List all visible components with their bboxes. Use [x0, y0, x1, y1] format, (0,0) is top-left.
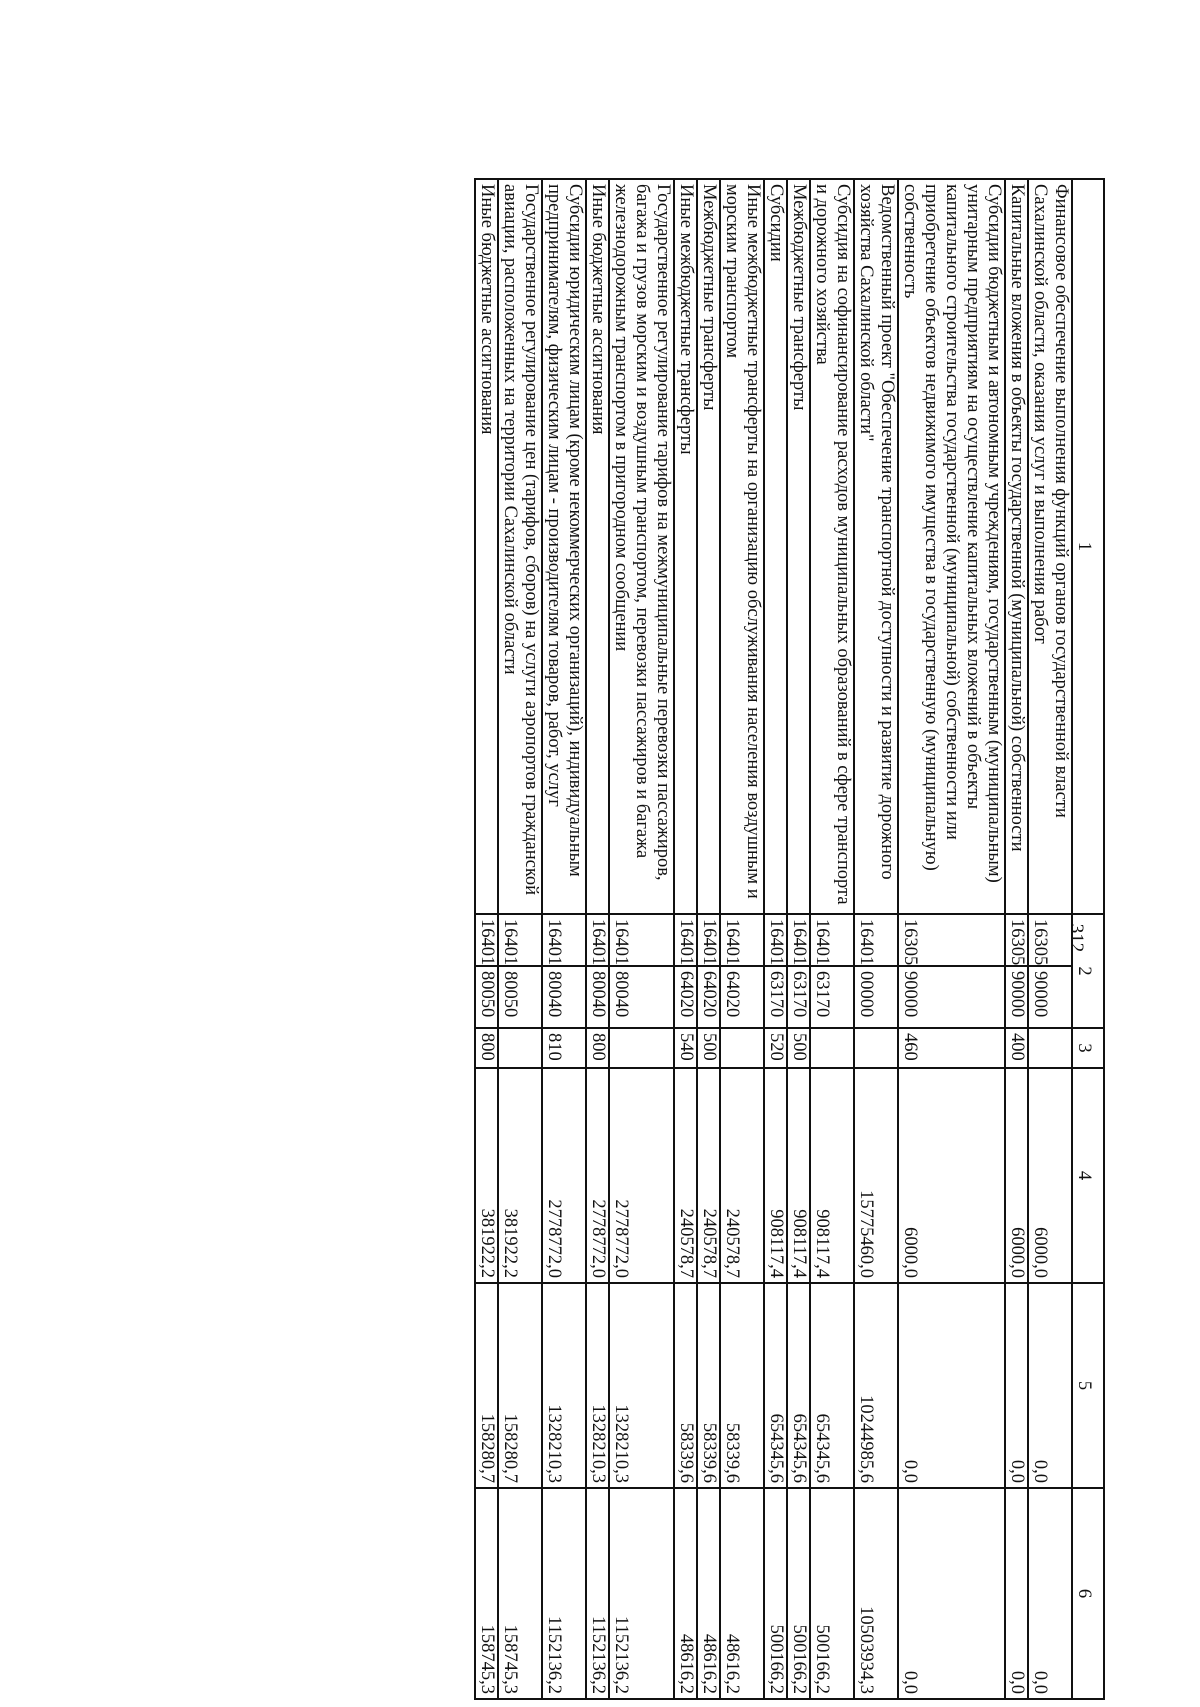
row-value-col4: 240578,7 — [697, 1068, 720, 1283]
row-value-col5: 58339,6 — [720, 1283, 764, 1488]
row-code-expense-type — [720, 1028, 764, 1068]
row-code-expense-type: 800 — [586, 1028, 609, 1068]
row-code-expense-type — [498, 1028, 542, 1068]
row-name: Межбюджетные трансферты — [697, 179, 720, 914]
row-code-expense-type: 800 — [475, 1028, 498, 1068]
row-value-col5: 1328210,3 — [542, 1283, 586, 1488]
row-code-expense-type — [810, 1028, 854, 1068]
table-row — [697, 179, 720, 1699]
row-value-col6: 48616,2 — [697, 1488, 720, 1699]
row-name: Государственное регулирование тарифов на межмуниципальные перевозки пассажиров, багажа и грузов морским и воздушным транспортом, перевозки пассажиров и багажа железнодорожным транспортом в пригородном сообщении — [609, 179, 674, 914]
row-code-direction: 80040 — [586, 966, 609, 1028]
row-value-col4: 2778772,0 — [586, 1068, 609, 1283]
row-value-col4: 908117,4 — [764, 1068, 787, 1283]
table-header — [1072, 179, 1104, 1699]
row-name: Капитальные вложения в объекты государственной (муниципальной) собственности — [1005, 179, 1028, 914]
row-code-expense-type: 540 — [674, 1028, 697, 1068]
row-code-expense-type — [854, 1028, 898, 1068]
row-value-col5: 0,0 — [1005, 1283, 1028, 1488]
row-value-col5: 158280,7 — [475, 1283, 498, 1488]
table-row — [810, 179, 854, 1699]
row-code-direction: 64020 — [697, 966, 720, 1028]
row-code-direction: 90000 — [1005, 966, 1028, 1028]
row-value-col4: 15775460,0 — [854, 1068, 898, 1283]
row-value-col6: 0,0 — [898, 1488, 1005, 1699]
row-name: Субсидии — [764, 179, 787, 914]
row-value-col5: 158280,7 — [498, 1283, 542, 1488]
row-value-col6: 500166,2 — [764, 1488, 787, 1699]
table-row — [609, 179, 674, 1699]
row-code-program: 16305 — [1005, 914, 1028, 966]
row-value-col4: 6000,0 — [898, 1068, 1005, 1283]
table-row — [1028, 179, 1072, 1699]
row-value-col6: 500166,2 — [787, 1488, 810, 1699]
row-name: Иные бюджетные ассигнования — [586, 179, 609, 914]
row-value-col6: 158745,3 — [475, 1488, 498, 1699]
row-value-col4: 381922,2 — [475, 1068, 498, 1283]
row-value-col5: 654345,6 — [787, 1283, 810, 1488]
row-code-direction: 64020 — [720, 966, 764, 1028]
row-code-direction: 63170 — [810, 966, 854, 1028]
row-code-expense-type: 810 — [542, 1028, 586, 1068]
row-value-col6: 1152136,2 — [609, 1488, 674, 1699]
row-value-col6: 48616,2 — [674, 1488, 697, 1699]
row-code-program: 16401 — [674, 914, 697, 966]
table-row — [764, 179, 787, 1699]
table-row — [1005, 179, 1028, 1699]
row-value-col5: 0,0 — [1028, 1283, 1072, 1488]
row-name: Субсидии бюджетным и автономным учреждениям, государственным (муниципальным) унитарным предприятиям на осуществление капитальных вложений в объекты капитального строительства государственной (муниципальной) собственности или приобретение объектов недвижимого имущества в государственную (муниципальную) собственность — [898, 179, 1005, 914]
row-code-expense-type — [1028, 1028, 1072, 1068]
row-code-program: 16401 — [498, 914, 542, 966]
row-code-program: 16401 — [720, 914, 764, 966]
table-row — [898, 179, 1005, 1699]
table-row — [475, 179, 498, 1699]
row-value-col6: 500166,2 — [810, 1488, 854, 1699]
row-name: Государственное регулирование цен (тарифов, сборов) на услуги аэропортов гражданской авиации, расположенных на территории Сахалинской области — [498, 179, 542, 914]
row-code-program: 16401 — [586, 914, 609, 966]
table-row — [720, 179, 764, 1699]
row-name: Субсидии юридическим лицам (кроме некоммерческих организаций), индивидуальным предпринимателям, физическим лицам - производителям товаров, работ, услуг — [542, 179, 586, 914]
header-col-6: 6 — [1072, 1488, 1104, 1699]
row-value-col6: 1152136,2 — [542, 1488, 586, 1699]
row-code-program: 16401 — [475, 914, 498, 966]
row-name: Ведомственный проект "Обеспечение транспортной доступности и развитие дорожного хозяйства Сахалинской области" — [854, 179, 898, 914]
row-value-col5: 58339,6 — [674, 1283, 697, 1488]
table-row — [542, 179, 586, 1699]
row-value-col5: 0,0 — [898, 1283, 1005, 1488]
table-row — [854, 179, 898, 1699]
row-code-expense-type: 500 — [787, 1028, 810, 1068]
row-value-col4: 908117,4 — [810, 1068, 854, 1283]
row-value-col6: 1152136,2 — [586, 1488, 609, 1699]
rotated-page — [125, 178, 1105, 1698]
header-col-1: 1 — [1072, 179, 1104, 914]
row-value-col4: 908117,4 — [787, 1068, 810, 1283]
row-value-col5: 654345,6 — [764, 1283, 787, 1488]
row-code-direction: 90000 — [898, 966, 1005, 1028]
budget-table — [474, 178, 1105, 1700]
page-number: 312 — [1066, 923, 1087, 953]
row-value-col4: 6000,0 — [1028, 1068, 1072, 1283]
row-value-col6: 158745,3 — [498, 1488, 542, 1699]
row-value-col5: 1328210,3 — [586, 1283, 609, 1488]
table-row — [586, 179, 609, 1699]
row-code-program: 16305 — [1028, 914, 1072, 966]
row-code-expense-type: 460 — [898, 1028, 1005, 1068]
row-code-program: 16401 — [542, 914, 586, 966]
row-code-program: 16401 — [697, 914, 720, 966]
row-value-col6: 0,0 — [1005, 1488, 1028, 1699]
header-col-4: 4 — [1072, 1068, 1104, 1283]
row-code-program: 16305 — [898, 914, 1005, 966]
header-col-3: 3 — [1072, 1028, 1104, 1068]
row-code-program: 16401 — [609, 914, 674, 966]
row-name: Иные бюджетные ассигнования — [475, 179, 498, 914]
row-code-direction: 80050 — [498, 966, 542, 1028]
row-value-col4: 2778772,0 — [609, 1068, 674, 1283]
row-code-direction: 80050 — [475, 966, 498, 1028]
row-code-direction: 64020 — [674, 966, 697, 1028]
header-col-5: 5 — [1072, 1283, 1104, 1488]
row-code-direction: 90000 — [1028, 966, 1072, 1028]
row-code-expense-type: 500 — [697, 1028, 720, 1068]
row-code-direction: 63170 — [787, 966, 810, 1028]
row-value-col5: 58339,6 — [697, 1283, 720, 1488]
row-code-program: 16401 — [854, 914, 898, 966]
row-value-col5: 10244985,6 — [854, 1283, 898, 1488]
row-value-col4: 240578,7 — [674, 1068, 697, 1283]
row-value-col4: 381922,2 — [498, 1068, 542, 1283]
row-name: Межбюджетные трансферты — [787, 179, 810, 914]
row-name: Иные межбюджетные трансферты на организацию обслуживания населения воздушным и морским транспортом — [720, 179, 764, 914]
table-body — [475, 179, 1072, 1699]
row-value-col6: 10503934,3 — [854, 1488, 898, 1699]
row-code-expense-type: 520 — [764, 1028, 787, 1068]
row-code-direction: 80040 — [609, 966, 674, 1028]
row-code-direction: 80040 — [542, 966, 586, 1028]
table-row — [674, 179, 697, 1699]
row-name: Иные межбюджетные трансферты — [674, 179, 697, 914]
table-row — [787, 179, 810, 1699]
row-name: Субсидия на софинансирование расходов муниципальных образований в сфере транспорта и дорожного хозяйства — [810, 179, 854, 914]
row-name: Финансовое обеспечение выполнения функций органов государственной власти Сахалинской области, оказания услуг и выполнения работ — [1028, 179, 1072, 914]
row-code-expense-type — [609, 1028, 674, 1068]
row-code-expense-type: 400 — [1005, 1028, 1028, 1068]
row-code-direction: 63170 — [764, 966, 787, 1028]
row-code-program: 16401 — [810, 914, 854, 966]
row-value-col6: 48616,2 — [720, 1488, 764, 1699]
row-code-direction: 00000 — [854, 966, 898, 1028]
row-value-col4: 240578,7 — [720, 1068, 764, 1283]
header-col-2: 2 — [1072, 914, 1104, 1028]
row-value-col5: 654345,6 — [810, 1283, 854, 1488]
table-row — [498, 179, 542, 1699]
row-code-program: 16401 — [787, 914, 810, 966]
row-value-col4: 6000,0 — [1005, 1068, 1028, 1283]
row-value-col4: 2778772,0 — [542, 1068, 586, 1283]
row-value-col5: 1328210,3 — [609, 1283, 674, 1488]
row-code-program: 16401 — [764, 914, 787, 966]
row-value-col6: 0,0 — [1028, 1488, 1072, 1699]
